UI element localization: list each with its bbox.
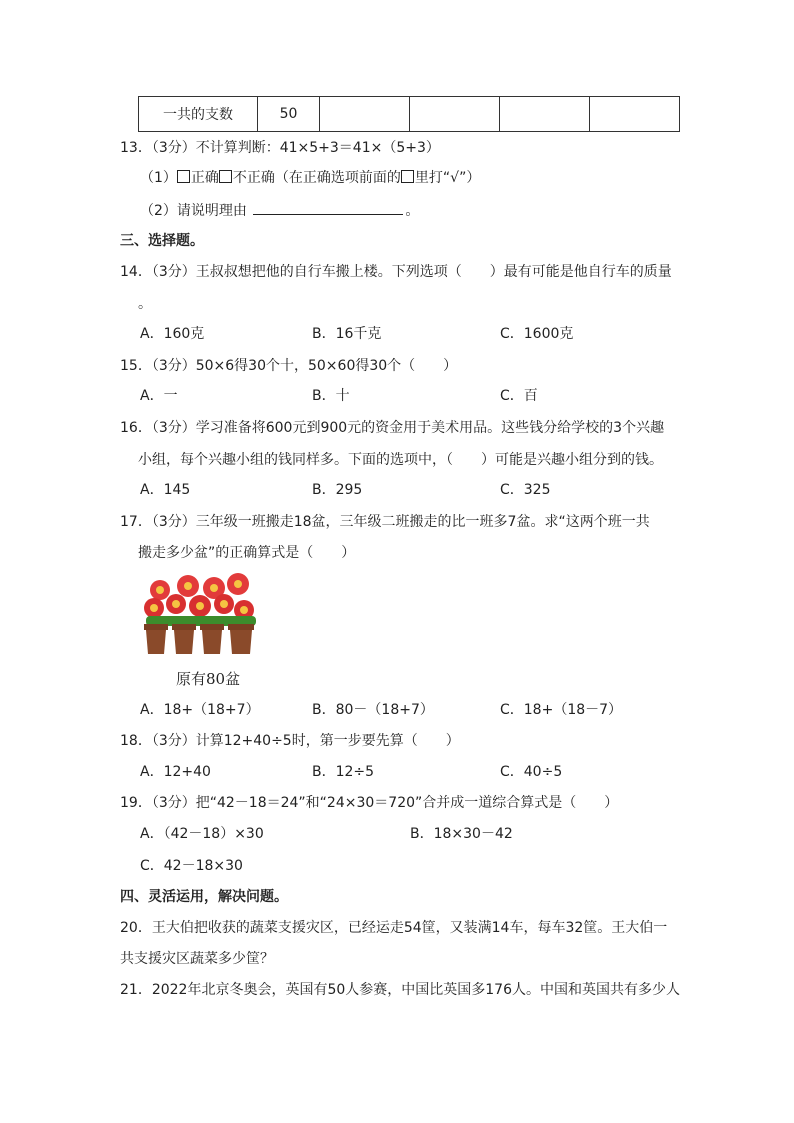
q19-option-a[interactable]: A．（42－18）×30 — [140, 826, 264, 842]
figure-caption: 原有80盆 — [176, 670, 241, 688]
question-19-stem: 19．（3分）把“42－18＝24”和“24×30＝720”合并成一道综合算式是（ ） — [120, 795, 619, 811]
part1-prefix: （1） — [140, 170, 177, 186]
question-17-stem: 17．（3分）三年级一班搬走18盆，三年级二班搬走的比一班多7盆。求“这两个班一共 — [120, 514, 650, 530]
q14-option-b[interactable]: B．16千克 — [312, 326, 382, 342]
q18-option-c[interactable]: C．40÷5 — [500, 764, 563, 780]
table-row — [139, 97, 680, 132]
table-cell — [320, 97, 410, 132]
checkbox-incorrect[interactable] — [219, 170, 232, 183]
pot-icon — [144, 624, 254, 654]
option-incorrect-label: 不正确（在正确选项前面的 — [232, 170, 401, 186]
question-13-part2 — [140, 200, 419, 221]
part2-end: 。 — [405, 203, 420, 219]
question-13-part1 — [140, 168, 480, 188]
question-16-stem-cont: 小组，每个兴趣小组的钱同样多。下面的选项中，（ ）可能是兴趣小组分到的钱。 — [138, 452, 663, 468]
q18-option-a[interactable]: A．12+40 — [140, 764, 211, 780]
count-table — [138, 96, 680, 132]
q19-option-b[interactable]: B．18×30－42 — [410, 826, 513, 842]
q18-option-b[interactable]: B．12÷5 — [312, 764, 375, 780]
question-14-stem: 14．（3分）王叔叔想把他的自行车搬上楼。下列选项（ ）最有可能是他自行车的质量 — [120, 264, 672, 280]
question-21-stem: 21．2022年北京冬奥会，英国有50人参赛，中国比英国多176人。中国和英国共有多少人 — [120, 982, 680, 998]
question-16-stem: 16．（3分）学习准备将600元到900元的资金用于美术用品。这些钱分给学校的3个兴趣 — [120, 420, 665, 436]
question-20-stem: 20．王大伯把收获的蔬菜支援灾区，已经运走54筐，又装满14车，每车32筐。王大伯一 — [120, 920, 668, 936]
question-15-stem: 15．（3分）50×6得30个十，50×60得30个（ ） — [120, 358, 458, 374]
q17-option-b[interactable]: B．80－（18+7） — [312, 702, 434, 718]
q15-option-a[interactable]: A．一 — [140, 388, 178, 404]
question-17-stem-cont: 搬走多少盆”的正确算式是（ ） — [138, 545, 356, 561]
q17-option-c[interactable]: C．18+（18－7） — [500, 702, 623, 718]
section-3-heading: 三、选择题。 — [120, 233, 204, 249]
checkbox-hint-icon — [401, 170, 414, 183]
q15-option-c[interactable]: C．百 — [500, 388, 538, 404]
flower-icon — [144, 573, 256, 626]
table-cell — [500, 97, 590, 132]
q16-option-a[interactable]: A．145 — [140, 482, 191, 498]
option-correct-label: 正确 — [190, 170, 219, 186]
q16-option-c[interactable]: C．325 — [500, 482, 551, 498]
q17-option-a[interactable]: A．18+（18+7） — [140, 702, 260, 718]
part1-suffix: 里打“√”） — [414, 170, 481, 186]
q15-option-b[interactable]: B．十 — [312, 388, 350, 404]
checkbox-correct[interactable] — [177, 170, 190, 183]
question-14-stem-cont: 。 — [138, 296, 152, 312]
q19-option-c[interactable]: C．42－18×30 — [140, 858, 243, 874]
part2-prefix: （2）请说明理由 — [140, 203, 247, 219]
table-cell: 50 — [258, 97, 320, 132]
q14-option-a[interactable]: A．160克 — [140, 326, 205, 342]
table-cell — [590, 97, 680, 132]
question-18-stem: 18．（3分）计算12+40÷5时，第一步要先算（ ） — [120, 733, 460, 749]
question-13-stem: 13．（3分）不计算判断：41×5+3＝41×（5+3） — [120, 140, 440, 156]
reason-answer-blank[interactable] — [253, 200, 403, 215]
section-4-heading: 四、灵活运用，解决问题。 — [120, 889, 288, 905]
q14-option-c[interactable]: C．1600克 — [500, 326, 574, 342]
table-cell — [410, 97, 500, 132]
q16-option-b[interactable]: B．295 — [312, 482, 363, 498]
table-row-label: 一共的支数 — [139, 97, 258, 132]
question-20-stem-cont: 共支援灾区蔬菜多少筐？ — [120, 951, 274, 967]
